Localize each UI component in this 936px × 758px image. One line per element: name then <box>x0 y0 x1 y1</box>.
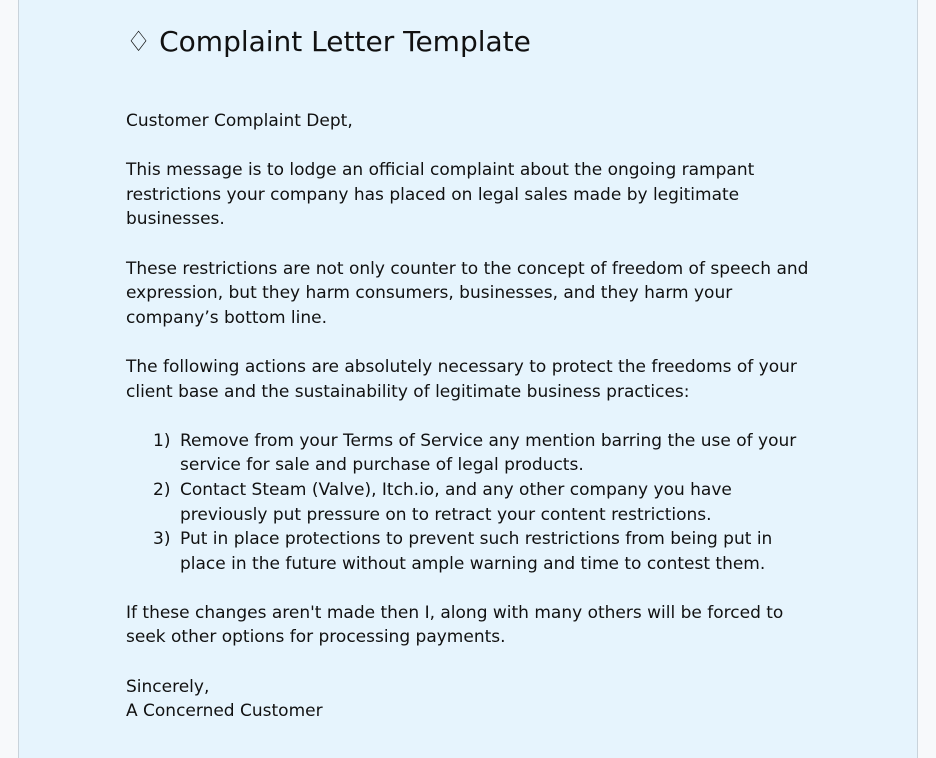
actions-list <box>126 429 816 577</box>
list-item <box>126 429 816 478</box>
salutation: Customer Complaint Dept, <box>126 111 353 131</box>
paragraph-actions-intro: The following actions are absolutely necessary to protect the freedoms of your client base and the sustainability of legitimate business practices: <box>126 356 797 402</box>
page-title <box>126 24 531 60</box>
paragraph-intro: This message is to lodge an official complaint about the ongoing rampant restrictions your company has placed on legal sales made by legitimate businesses. <box>126 160 755 230</box>
list-item-number: 2) <box>153 479 171 500</box>
paragraph-restrictions: These restrictions are not only counter to the concept of freedom of speech and expression, but they harm consumers, businesses, and they harm your company’s bottom line. <box>126 258 809 328</box>
signoff: Sincerely, <box>126 676 210 697</box>
list-item-text: Contact Steam (Valve), Itch.io, and any other company you have previously put pressure on to retract your content restrictions. <box>180 479 732 525</box>
conclusion: If these changes aren't made then I, along with many others will be forced to seek other options for processing payments. <box>126 602 784 648</box>
list-item <box>126 527 816 576</box>
title-text: Complaint Letter Template <box>159 25 531 58</box>
diamond-icon: ♢ <box>126 25 152 58</box>
list-item-text: Put in place protections to prevent such restrictions from being put in place in the future without ample warning and time to contest them. <box>180 529 773 574</box>
document-page <box>18 0 918 758</box>
list-item-text: Remove from your Terms of Service any mention barring the use of your service for sale and purchase of legal products. <box>180 430 797 476</box>
list-item-number: 1) <box>153 430 171 451</box>
list-item-number: 3) <box>153 529 171 550</box>
list-item <box>126 478 816 527</box>
letter-body <box>126 109 816 724</box>
signature: A Concerned Customer <box>126 701 323 722</box>
